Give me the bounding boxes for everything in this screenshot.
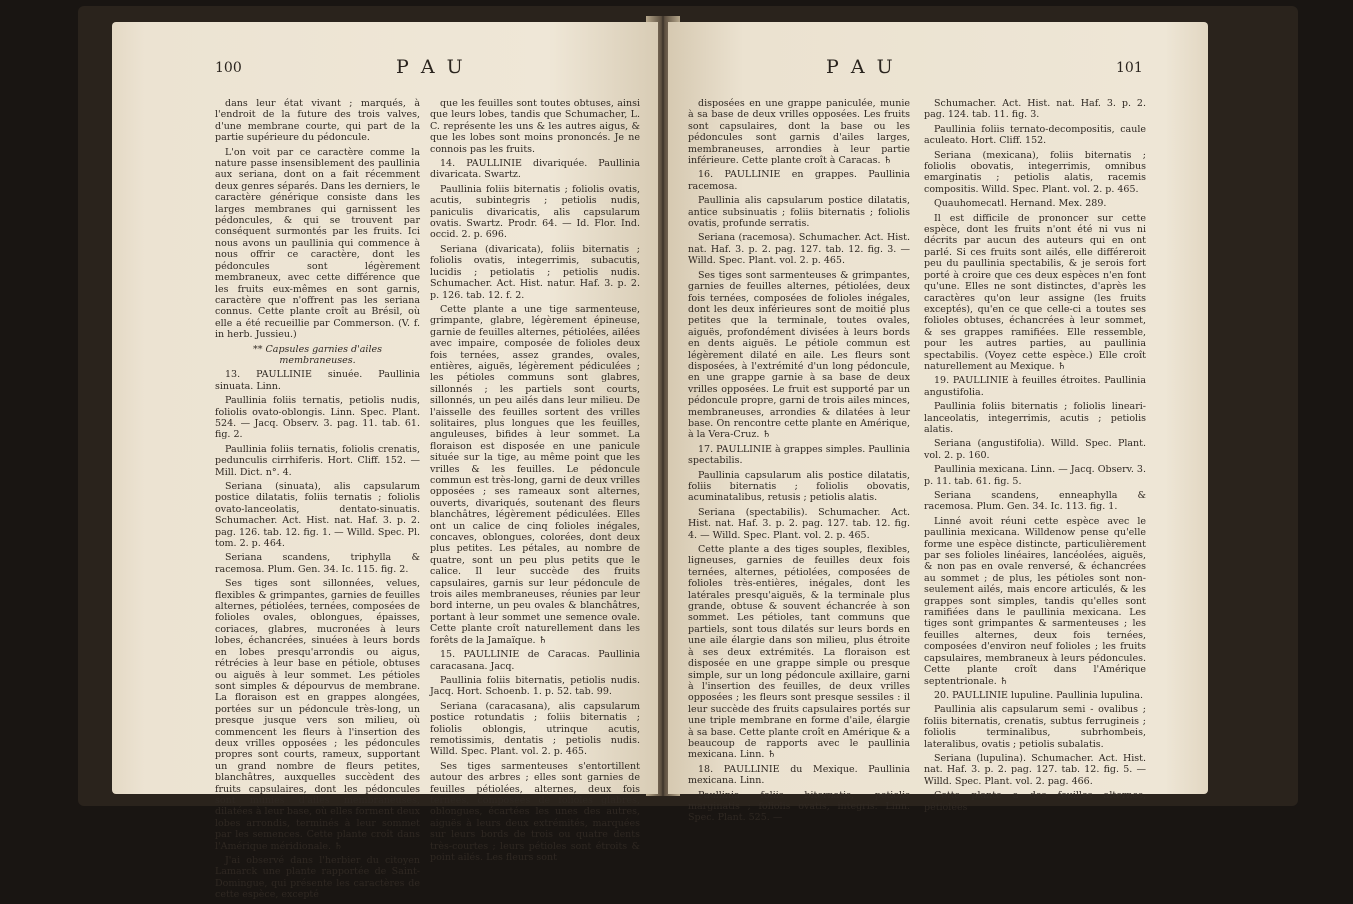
paragraph: Paullinia foliis biternatis ; foliolis lineari-lanceolatis, integerrimis, acutis ; petiolis alatis. [924,401,1146,435]
paragraph: Paullinia foliis biternatis, petiolis marginatis ; foliolis ovatis, integris. Linn. Spec. Plant. 525. — [688,789,910,824]
paragraph: Paullinia alis capsularum postice dilatatis, antice subsinuatis ; foliis biternatis ; foliolis ovatis, profunde serratis. [688,195,910,230]
text-column-1 [688,98,910,827]
paragraph: Seriana (sinuata), alis capsularum postice dilatatis, foliis ternatis ; foliolis ovato-lanceolatis, dentato-sinuatis. Schumacher. Act. Hist. nat. Haf. 3. p. 2. pag. 126. tab. 12. fig. 1. — Willd. Spec. Pl. tom. 2. p. 464. [215,481,420,550]
paragraph: disposées en une grappe paniculée, munie à sa base de deux vrilles opposées. Les fruits sont capsulaires, dont la base ou les pédoncules sont garnis d'ailes larges, membraneuses, arrondies à leur partie inférieure. Cette plante croît à Caracas. ♄ [688,98,910,167]
paragraph: Linné avoit réuni cette espèce avec le paullinia mexicana. Willdenow pense qu'elle forme une espèce distincte, particulièrement par ses folioles linéaires, lancéolées, aiguës, & non pas en ovale renversé, & échancrées au sommet ; de plus, les pétioles sont non-seulement ailés, mais encore articulés, & les grappes sont simples, tandis qu'elles sont ramifiées dans le paullinia mexicana. Les tiges sont grimpantes & sarmenteuses ; les feuilles alternes, deux fois ternées, composées d'environ neuf folioles ; les fruits capsulaires, membraneux à leurs pédoncules. Cette plante croît dans l'Amérique septentrionale. ♄ [924,515,1146,687]
paragraph: Paullinia foliis ternatis, foliolis crenatis, pedunculis cirrhiferis. Hort. Cliff. 152. — Mill. Dict. n°. 4. [215,443,420,478]
paragraph: 15. PAULLINIE de Caracas. Paullinia caracasana. Jacq. [430,649,640,672]
paragraph: Seriana (angustifolia). Willd. Spec. Plant. vol. 2. p. 160. [924,438,1146,461]
paragraph: Paullinia foliis ternato-decompositis, caule aculeato. Hort. Cliff. 152. [924,123,1146,147]
paragraph: Paullinia foliis biternatis ; foliolis ovatis, acutis, subintegris ; petiolis nudis, paniculis divaricatis, alis capsularum ovatis. Swartz. Prodr. 64. — Id. Flor. Ind. occid. 2. p. 696. [430,183,640,241]
paragraph: Paullinia foliis biternatis, petiolis nudis. Jacq. Hort. Schoenb. 1. p. 52. tab. 99. [430,674,640,698]
page-number: 101 [1116,60,1143,76]
paragraph: 17. PAULLINIE à grappes simples. Paullinia spectabilis. [688,443,910,467]
paragraph: Seriana (mexicana), foliis biternatis ; foliolis obovatis, integerrimis, omnibus emarginatis ; petiolis alatis, racemis compositis. Willd. Spec. Plant. vol. 2. p. 465. [924,149,1146,195]
paragraph: L'on voit par ce caractère comme la nature passe insensiblement des paullinia aux seriana, dont on a fait récemment deux genres séparés. Dans les derniers, le caractère générique consiste dans les larges membranes qui garnissent les pédoncules, & qui se trouvent par conséquent surmontés par les fruits. Ici nous avons un paullinia qui commence à nous offrir ce caractère, dont les pédoncules sont légèrement membraneux, avec cette différence que les fruits eux-mêmes en sont garnis, caractère que n'offrent pas les seriana connus. Cette plante croît au Brésil, où elle a été recueillie par Commerson. (V. f. in herb. Jussieu.) [215,146,420,341]
paragraph: Ses tiges sont sillonnées, velues, flexibles & grimpantes, garnies de feuilles alternes, pétiolées, ternées, composées de folioles ovales, oblongues, épaisses, coriaces, glabres, mucronées à leurs lobes, échancrées, sinuées à leurs bords en lobes presqu'arrondis ou aigus, rétrécies à leur base en pétiole, obtuses ou aiguës à leur sommet. Les pétioles sont simples & dépourvus de membrane. La floraison est en grappes alongées, portées sur un pédoncule très-long, un presque jusque vers son milieu, où commencent les fleurs à l'insertion des deux vrilles opposées ; les pédoncules propres sont courts, rameux, supportant un grand nombre de fleurs petites, blanchâtres, auxquelles succèdent des fruits capsulaires, dont les pédoncules sont munies d'ailes membraneuses, dilatées à leur base, où elles forment deux lobes arrondis, terminés à leur sommet par les semences. Cette plante croît dans l'Amérique méridionale. ♄ [215,578,420,852]
paragraph: Il est difficile de prononcer sur cette espèce, dont les fruits n'ont été ni vus ni décrits par aucun des auteurs qui en ont parlé. Si ces fruits sont ailés, elle différeroit peu du paullinia spectabilis, & je serois fort porté à croire que ces deux espèces n'en font qu'une. Elles ne sont distinctes, d'après les caractères qu'on leur assigne (les fruits exceptés), qu'en ce que celle-ci a toutes ses folioles obtuses, échancrées à leur sommet, & ses grappes ramifiées. Elle ressemble, pour les autres parties, au paullinia spectabilis. (Voyez cette espèce.) Elle croît naturellement au Mexique. ♄ [924,212,1146,372]
left-page [112,22,658,901]
paragraph: Seriana (lupulina). Schumacher. Act. Hist. nat. Haf. 3. p. 2. pag. 127. tab. 12. fig. 5. — Willd. Spec. Plant. vol. 2. pag. 466. [924,752,1146,787]
paragraph: Cette plante a une tige sarmenteuse, grimpante, glabre, légèrement épineuse, garnie de feuilles alternes, pétiolées, ailées avec impaire, composée de folioles deux fois ternées, assez grandes, ovales, entières, aiguës, légèrement pédiculées ; les pétioles communs sont glabres, sillonnés ; les partiels sont courts, sillonnés, un peu ailés dans leur milieu. De l'aisselle des feuilles sortent des vrilles solitaires, plus longues que les feuilles, anguleuses, bifides à leur sommet. La floraison est disposée en une panicule située sur la tige, au même point que les vrilles & les feuilles. Le pédoncule commun est très-long, garni de deux vrilles opposées ; ses rameaux sont alternes, ouverts, divariqués, soutenant des fleurs blanchâtres, légèrement pédiculées. Elles ont un calice de cinq folioles inégales, concaves, oblongues, colorées, dont deux plus petites. Les pétales, au nombre de quatre, sont un peu plus petits que le calice. Il leur succède des fruits capsulaires, garnis sur leur pédoncule de trois ailes membraneuses, réunies par leur bord interne, un peu ovales & blanchâtres, portant à leur sommet une semence ovale. Cette plante croît naturellement dans les forêts de la Jamaïque. ♄ [430,303,640,646]
paragraph: 13. PAULLINIE sinuée. Paullinia sinuata. Linn. [215,369,420,392]
paragraph: que les feuilles sont toutes obtuses, ainsi que leurs lobes, tandis que Schumacher, L. C. représente les uns & les autres aigus, & que les lobes sont moins prononcés. Je ne connois pas les fruits. [430,98,640,155]
paragraph: 19. PAULLINIE à feuilles étroites. Paullinia angustifolia. [924,375,1146,398]
text-column-2 [430,98,640,866]
paragraph: ** Capsules garnies d'ailes membraneuses. [253,343,382,366]
text-column-2 [924,98,1146,816]
paragraph: Ses tiges sont sarmenteuses & grimpantes, garnies de feuilles alternes, pétiolées, deux fois ternées, composées de folioles inégales, dont les deux inférieures sont de moitié plus petites que la terminale, toutes ovales, aiguës, profondément divisées à leurs bords en dents aiguës. Le pétiole commun est légèrement dilaté en aile. Les fleurs sont disposées, à l'extrémité d'un long pédoncule, en une grappe garnie à sa base de deux vrilles opposées. Le fruit est supporté par un pédoncule propre, garni de trois ailes minces, membraneuses, arrondies & dilatées à leur base. On rencontre cette plante en Amérique, à la Vera-Cruz. ♄ [688,269,910,441]
paragraph: Paullinia foliis ternatis, petiolis nudis, foliolis ovato-oblongis. Linn. Spec. Plant. 524. — Jacq. Observ. 3. pag. 11. tab. 61. fig. 2. [215,395,420,441]
paragraph: J'ai observé dans l'herbier du citoyen Lamarck une plante rapportée de Saint-Domingue, qui présente les caractères de cette espèce, excepté [215,855,420,901]
paragraph: Seriana (divaricata), foliis biternatis ; foliolis ovatis, integerrimis, subacutis, lucidis ; petiolatis ; petiolis nudis. Schumacher. Act. Hist. natur. Haf. 3. p. 2. p. 126. tab. 12. f. 2. [430,243,640,301]
paragraph: Paullinia capsularum alis postice dilatatis, foliis biternatis ; foliolis obovatis, acuminatalibus, retusis ; petiolis alatis. [688,469,910,504]
paragraph: Ses tiges sarmenteuses s'entortillent autour des arbres ; elles sont garnies de feuilles pétiolées, alternes, deux fois ternées, composées de folioles glabres, oblongues, écartées les unes des autres, aiguës à leurs deux extrémités, marquées sur leurs bords de trois ou quatre dents très-courtes ; leurs pétioles sont étroits & point ailés. Les fleurs sont [430,760,640,863]
paragraph: Quauhomecatl. Hernand. Mex. 289. [934,198,1107,210]
text-column-1 [215,98,420,904]
paragraph: Seriana (racemosa). Schumacher. Act. Hist. nat. Haf. 3. p. 2. pag. 127. tab. 12. fig. 3. — Willd. Spec. Plant. vol. 2. p. 465. [688,232,910,267]
running-head: P A U [396,56,466,78]
right-page [668,22,1208,824]
paragraph: Seriana (spectabilis). Schumacher. Act. Hist. nat. Haf. 3. p. 2. pag. 127. tab. 12. fig. 4. — Willd. Spec. Plant. vol. 2. p. 465. [688,506,910,541]
paragraph: 16. PAULLINIE en grappes. Paullinia racemosa. [688,169,910,192]
page-number: 100 [215,60,242,76]
paragraph: 18. PAULLINIE du Mexique. Paullinia mexicana. Linn. [688,763,910,787]
paragraph: Seriana scandens, triphylla & racemosa. Plum. Gen. 34. Ic. 115. fig. 2. [215,552,420,575]
paragraph: 20. PAULLINIE lupuline. Paullinia lupulina. [934,689,1144,701]
paragraph: Cette plante a des feuilles alternes, pétiolées [924,790,1146,813]
paragraph: Cette plante a des tiges souples, flexibles, ligneuses, garnies de feuilles deux fois ternées, alternes, pétiolées, composées de folioles très-entières, inégales, dont les latérales presqu'aiguës, & la terminale plus grande, obtuse & souvent échancrée à son sommet. Les pétioles, tant communs que partiels, sont tous dilatés sur leurs bords en une aile élargie dans son milieu, plus étroite à ses deux extrémités. La floraison est disposée en une grappe simple ou presque simple, sur un long pédoncule axillaire, garni à l'insertion des feuilles, de deux vrilles opposées ; les fleurs sont presque sessiles : il leur succède des fruits capsulaires portés sur une triple membrane en forme d'aile, élargie à sa base. Cette plante croît en Amérique & a beaucoup de rapports avec le paullinia mexicana. Linn. ♄ [688,544,910,761]
running-head: P A U [826,56,896,78]
paragraph: Paullinia mexicana. Linn. — Jacq. Observ. 3. p. 11. tab. 61. fig. 5. [924,464,1146,487]
paragraph: Schumacher. Act. Hist. nat. Haf. 3. p. 2. pag. 124. tab. 11. fig. 3. [924,98,1146,121]
paragraph: Seriana scandens, enneaphylla & racemosa. Plum. Gen. 34. Ic. 113. fig. 1. [924,490,1146,513]
paragraph: dans leur état vivant ; marqués, à l'endroit de la future des trois valves, d'une membrane courte, qui part de la partie supérieure du pédoncule. [215,98,420,144]
paragraph: Paullinia alis capsularum semi - ovalibus ; foliis biternatis, crenatis, subtus ferrugineis ; foliolis terminalibus, subrhombeis, lateralibus, ovatis ; petiolis subalatis. [924,704,1146,750]
paragraph: Seriana (caracasana), alis capsularum postice rotundatis ; foliis biternatis ; foliolis oblongis, utrinque acutis, remotissimis, dentatis ; petiolis nudis. Willd. Spec. Plant. vol. 2. p. 465. [430,700,640,758]
paragraph: 14. PAULLINIE divariquée. Paullinia divaricata. Swartz. [430,158,640,181]
